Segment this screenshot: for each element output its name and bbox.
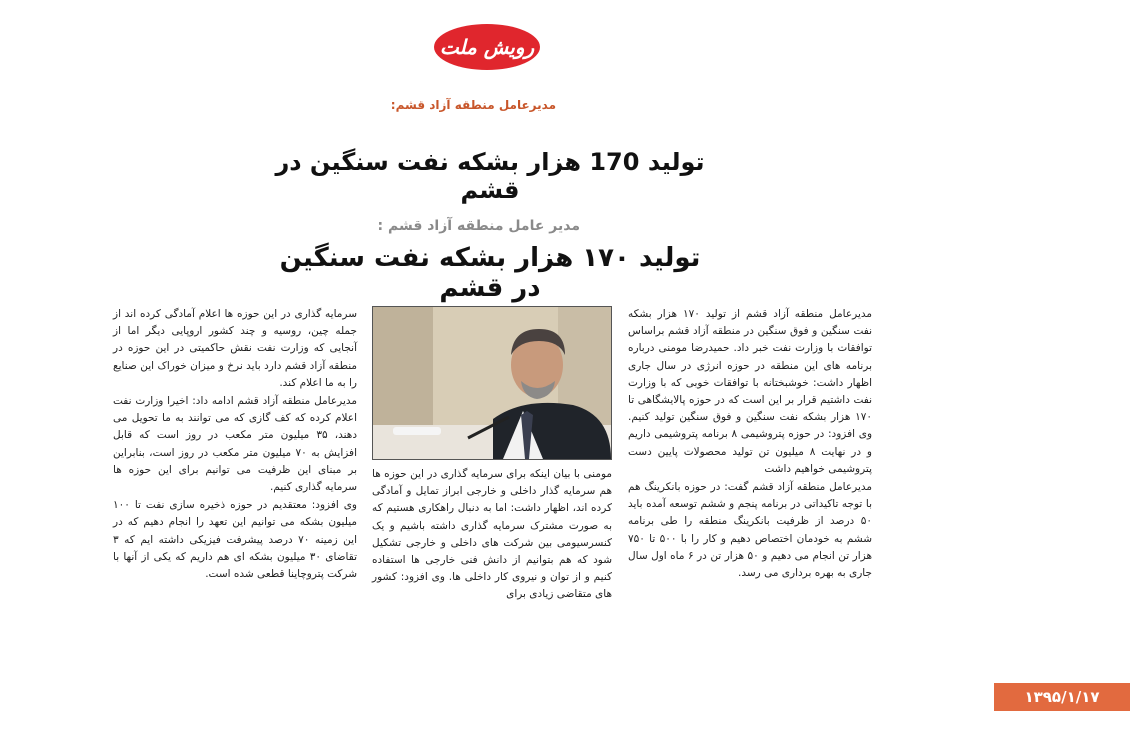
headline: تولید 170 هزار بشکه نفت سنگین در قشم [275, 148, 705, 204]
portrait-image [373, 307, 611, 459]
paragraph: وی افزود: معتقدیم در حوزه ذخیره سازی نفت تا ۱۰۰ میلیون بشکه می توانیم این تعهد را انجام دهیم که در این زمینه ۷۰ درصد پیشرفت فیزیکی داشته ایم که ۳ تقاضای ۳۰ میلیون بشکه ای هم داریم که یکی از آنها با شرکت پتروچاینا قطعی شده است. [113, 499, 357, 581]
newspaper-logo [434, 24, 540, 70]
logo-text: رویش ملت [439, 35, 535, 59]
article-title: تولید ۱۷۰ هزار بشکه نفت سنگین در قشم [279, 243, 701, 303]
paragraph: مومنی با بیان اینکه برای سرمایه گذاری در این حوزه ها هم سرمایه گذار داخلی و خارجی ابراز تمایل و آمادگی کرده اند، اظهار داشت: اما به دنبال راهکاری هستیم که به صورت مشترک سرمایه گذاری داشته باشیم و یک کنسرسیومی بین شرکت های داخلی و خارجی تشکیل شود که هم بتوانیم از دانش فنی خارجی ها استفاده کنیم و از توان و نیروی کار داخلی ها. وی افزود: کشور های متقاضی زیادی برای [372, 468, 612, 601]
paragraph: مدیرعامل منطقه آزاد قشم ادامه داد: اخیرا وزارت نفت اعلام کرده که کف گازی که می توانند به ما تحویل می دهند، ۳۵ میلیون متر مکعب در روز است که قابل افزایش به ۷۰ میلیون متر مکعب در روز است، بنابراین بر مبنای این ظرفیت می توانیم برای این حوزه ها سرمایه گذاری کنیم. [113, 395, 357, 494]
article-photo [372, 306, 612, 460]
kicker: مدیرعامل منطقه آزاد قشم: [390, 98, 556, 112]
paragraph: مدیرعامل منطقه آزاد قشم از تولید ۱۷۰ هزار بشکه نفت سنگین و فوق سنگین در منطقه آزاد قشم براساس توافقات با وزارت نفت خبر داد. حمیدرضا مومنی درباره برنامه های این منطقه در حوزه انرژی در سال جاری اظهار داشت: خوشبختانه با توافقات خوبی که با وزارت نفت داشتیم قرار بر این است که در حوزه پالایشگاهی تا ۱۷۰ هزار بشکه نفت سنگین و فوق سنگین تولید کنیم. وی افزود: در حوزه پتروشیمی ۸ برنامه پتروشیمی داریم و در نهایت ۸ میلیون تن تولید محصولات پایین دست پتروشیمی خواهیم داشت [628, 308, 873, 475]
sub-kicker: مدیر عامل منطقه آزاد قشم : [377, 218, 580, 234]
article-column-left [113, 306, 357, 584]
publication-date: ۱۳۹۵/۱/۱۷ [1024, 688, 1100, 706]
paragraph: مدیرعامل منطقه آزاد قشم گفت: در حوزه بانکرینگ هم با توجه تاکیداتی در برنامه پنجم و ششم توسعه آمده باید ۵۰ درصد از ظرفیت بانکرینگ منطقه را طی برنامه ششم به خودمان اختصاص دهیم و کار را با ۵۰۰ تا ۷۵۰ هزار تن انجام می دهیم و ۵۰ هزار تن در ۶ ماه اول سال جاری به بهره برداری می رسد. [628, 481, 873, 580]
article-column-right [628, 306, 872, 583]
article-column-middle [372, 466, 612, 605]
paragraph: سرمایه گذاری در این حوزه ها اعلام آمادگی کرده اند از جمله چین، روسیه و چند کشور اروپایی دیگر اما از آنجایی که وزارت نفت نقش حاکمیتی در این حوزه در منطقه آزاد قشم دارد باید نرخ و میزان خوراک این صنایع را به ما اعلام کند. [113, 308, 357, 389]
date-badge [994, 683, 1130, 711]
